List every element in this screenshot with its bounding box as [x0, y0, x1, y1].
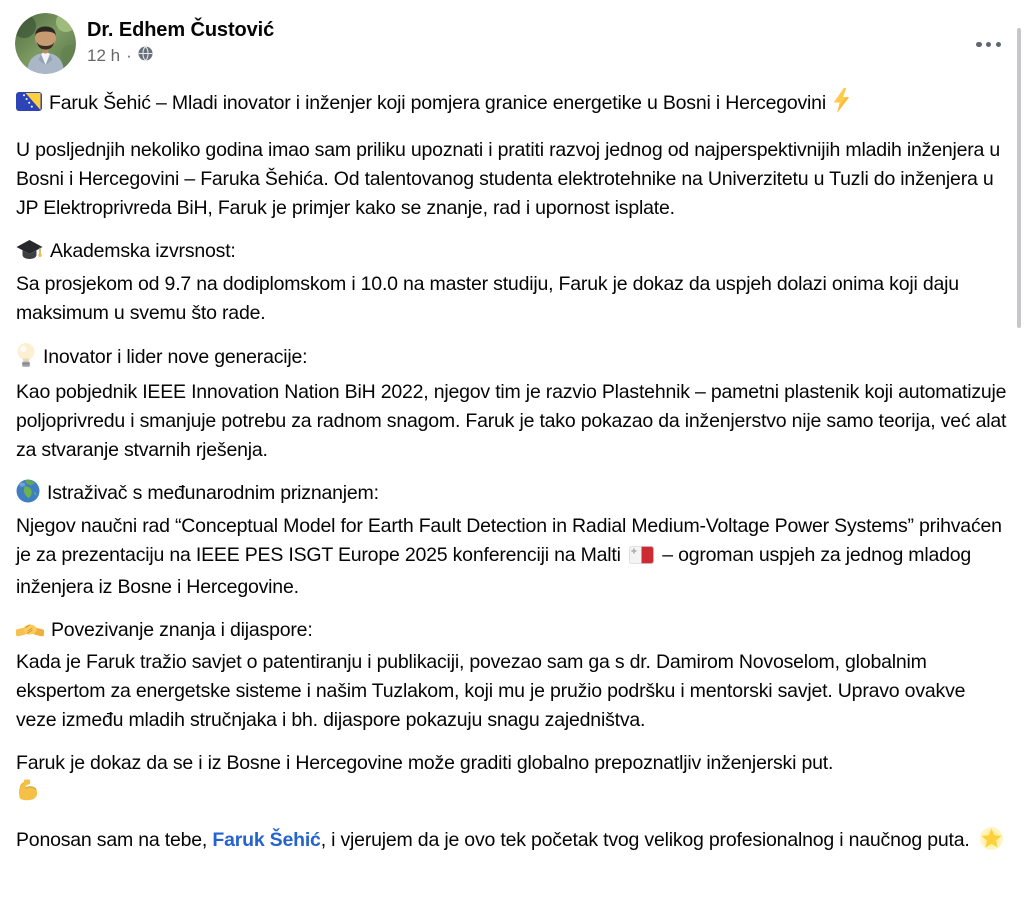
- flexed-biceps-icon: [16, 778, 40, 811]
- avatar-photo: [15, 13, 76, 74]
- section-academic-heading-line: [16, 237, 1008, 270]
- section-diaspora-body: Kada je Faruk tražio savjet o patentiranju i publikaciji, povezao sam ga s dr. Damirom Novoselom, globalnim ekspertom za energetske sisteme i našim Tuzlakom, koji mu je pružio podršku i mentorski savjet. Upravo ovakve veze između mladih stručnjaka i bh. dijaspore pokazuju snagu zajedništva.: [16, 651, 966, 731]
- header-info: [87, 13, 274, 66]
- glowing-star-icon: [978, 825, 1005, 861]
- researcher-text-before-flag: Njegov naučni rad “Conceptual Model for Earth Fault Detection in Radial Medium-Voltage Power Systems” prihvaćen je za prezentaciju na IEEE PES ISGT Europe 2025 konferenciji na Malti: [16, 515, 1002, 566]
- meta-dot: ·: [126, 46, 132, 65]
- lightning-icon: [832, 88, 851, 122]
- section-academic: [16, 237, 1008, 328]
- scrollbar-thumb[interactable]: [1017, 28, 1021, 328]
- post-options-button[interactable]: [971, 37, 1006, 52]
- post-final: [16, 825, 1008, 861]
- researcher-text-after-flag: – ogroman uspjeh za jednog mladog inženjera iz Bosne i Hercegovine.: [16, 544, 972, 598]
- section-innovator-heading: Inovator i lider nove generacije:: [43, 346, 308, 368]
- bosnia-flag-icon: [16, 91, 42, 120]
- ellipsis-dot: [976, 42, 981, 47]
- handshake-icon: [16, 619, 44, 648]
- light-bulb-icon: [16, 342, 36, 378]
- post-body: [0, 74, 1024, 861]
- ellipsis-dot: [986, 42, 991, 47]
- section-researcher-heading-line: [16, 479, 1008, 512]
- post-title-line: [16, 88, 1008, 122]
- section-diaspora-heading-line: [16, 616, 1008, 648]
- final-text-before-link: Ponosan sam na tebe,: [16, 829, 213, 851]
- section-academic-heading: Akademska izvrsnost:: [50, 240, 236, 262]
- section-academic-body: Sa prosjekom od 9.7 na dodiplomskom i 10.0 na master studiju, Faruk je dokaz da uspjeh dolazi onima koji daju maksimum u svemu što rade.: [16, 273, 959, 324]
- final-text-after-link: , i vjerujem da je ovo tek početak tvog velikog profesionalnog i naučnog puta.: [320, 829, 975, 851]
- graduation-cap-icon: [16, 239, 43, 270]
- mention-link-faruk-sehic[interactable]: Faruk Šehić: [212, 829, 321, 851]
- ellipsis-dot: [996, 42, 1001, 47]
- timestamp[interactable]: 12 h: [87, 46, 121, 65]
- globe-privacy-icon: [138, 46, 153, 66]
- author-name[interactable]: Dr. Edhem Čustović: [87, 19, 275, 41]
- post-intro: U posljednjih nekoliko godina imao sam priliku upoznati i pratiti razvoj jednog od najperspektivnijih mladih inženjera u Bosni i Hercegovini – Faruka Šehića. Od talentovanog studenta elektrotehnike na Univerzitetu u Tuzli do inženjera u JP Elektroprivreda BiH, Faruk je primjer kako se znanje, rad i upornost isplate.: [16, 139, 1001, 219]
- avatar[interactable]: [15, 13, 76, 74]
- section-researcher: [16, 479, 1008, 602]
- post-closing: [16, 749, 1008, 811]
- section-researcher-body: [16, 512, 1008, 602]
- post-title: Faruk Šehić – Mladi inovator i inženjer koji pomjera granice energetike u Bosni i Hercegovini: [49, 92, 826, 114]
- closing-text: Faruk je dokaz da se i iz Bosne i Hercegovine može graditi globalno prepoznatljiv inženjerski put.: [16, 752, 834, 774]
- section-diaspora-heading: Povezivanje znanja i dijaspore:: [51, 619, 313, 641]
- section-diaspora: [16, 616, 1008, 735]
- section-innovator-body: Kao pobjednik IEEE Innovation Nation BiH 2022, njegov tim je razvio Plastehnik – pametni plastenik koji automatizuje poljoprivredu i smanjuje potrebu za radnom snagom. Faruk je tako pokazao da inženjerstvo nije samo teorija, već alat za stvaranje stvarnih rješenja.: [16, 381, 1007, 461]
- post-meta[interactable]: [87, 46, 274, 66]
- malta-flag-icon: [629, 544, 654, 573]
- earth-globe-icon: [16, 479, 40, 512]
- section-researcher-heading: Istraživač s međunarodnim priznanjem:: [47, 482, 379, 504]
- section-innovator-heading-line: [16, 342, 1008, 378]
- post-header: [0, 0, 1024, 74]
- section-innovator: [16, 342, 1008, 465]
